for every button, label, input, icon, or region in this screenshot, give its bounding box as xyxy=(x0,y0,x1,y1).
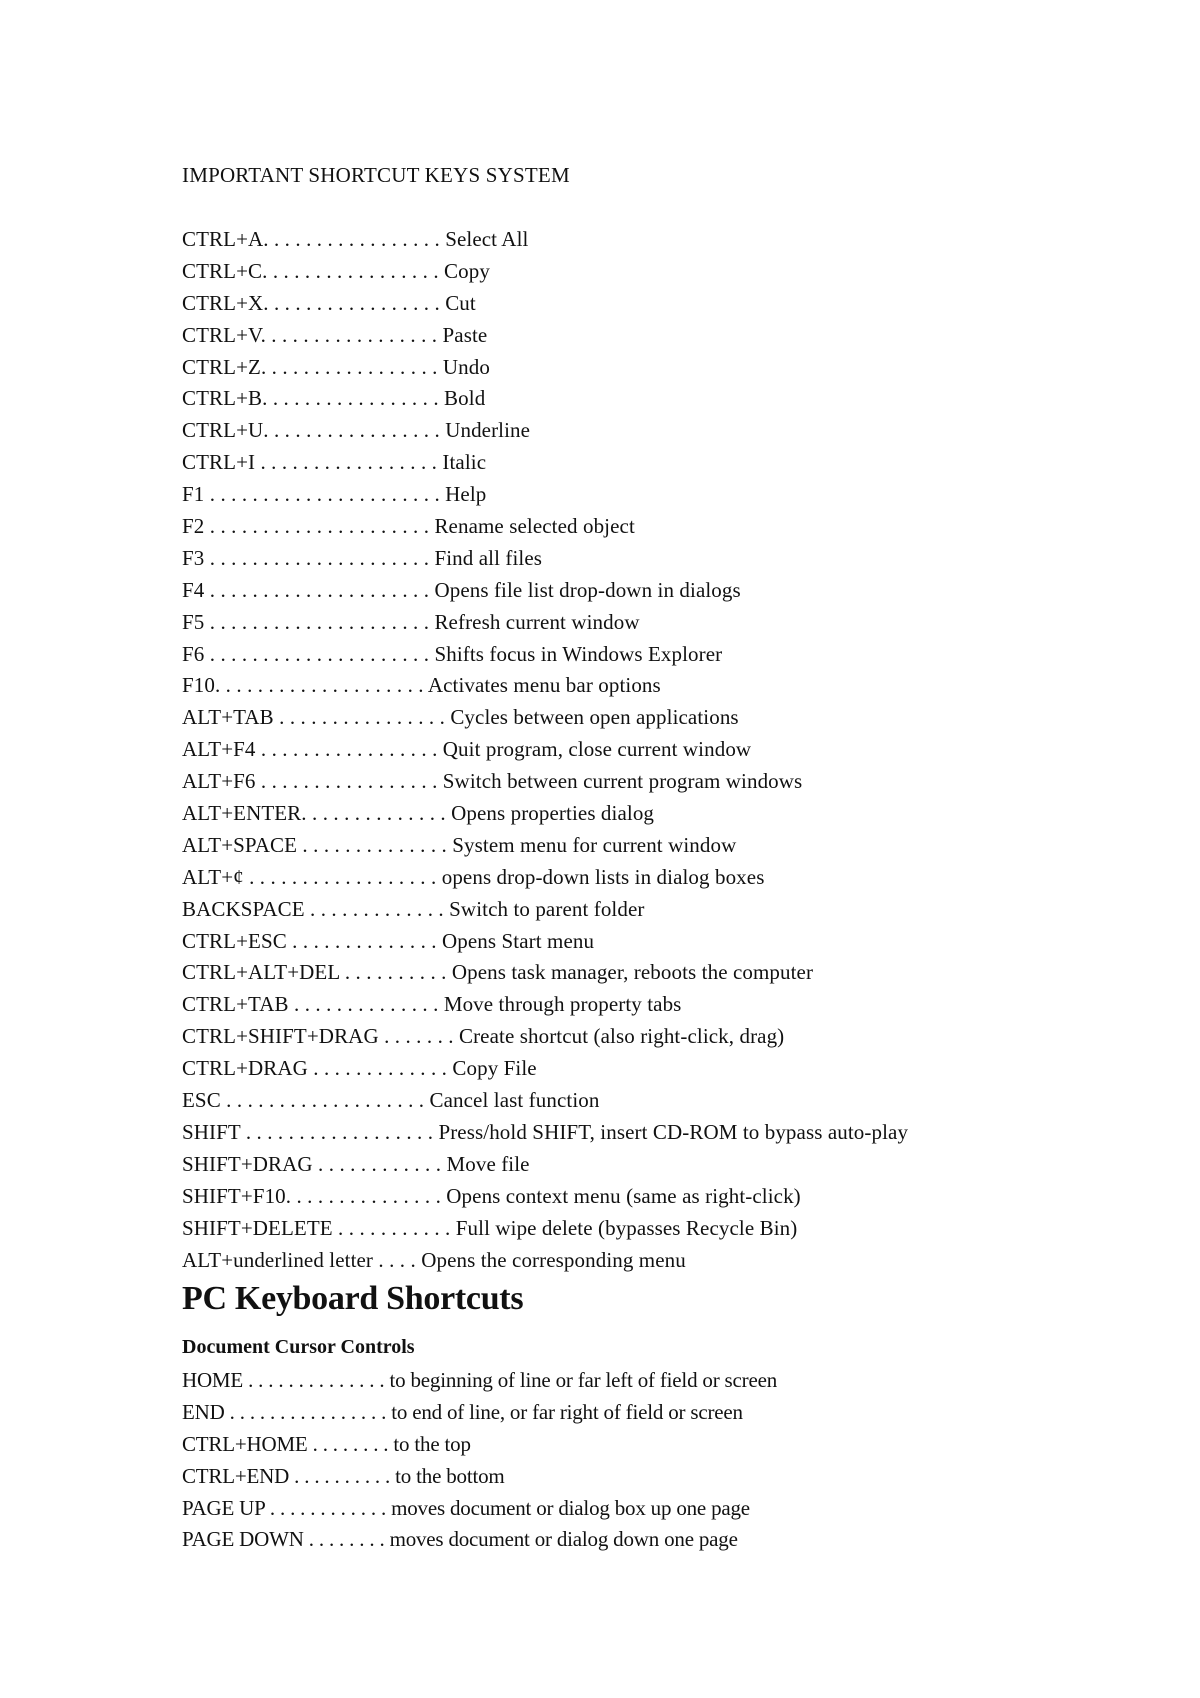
shortcut-key: CTRL+TAB xyxy=(182,992,289,1017)
leader-dots: . . . . . . . . . . . . . . . . . . xyxy=(243,864,437,889)
shortcut-key: CTRL+END xyxy=(182,1463,290,1488)
shortcut-key: F5 xyxy=(182,609,205,634)
shortcut-row xyxy=(182,511,908,543)
shortcut-key: F3 xyxy=(182,545,205,570)
shortcut-row xyxy=(182,256,908,288)
leader-dots: . . . . . . . . xyxy=(307,1431,389,1456)
shortcut-key: CTRL+V xyxy=(182,322,261,347)
shortcut-key: ESC xyxy=(182,1088,221,1113)
shortcut-row xyxy=(182,1181,908,1213)
shortcut-row xyxy=(182,894,908,926)
leader-dots: . . . . . . . . . . . . . . . . . . . . . . xyxy=(204,482,440,507)
shortcut-key: ALT+F4 xyxy=(182,737,256,762)
shortcut-description: to end of line, or far right of field or screen xyxy=(391,1399,743,1424)
shortcut-row xyxy=(182,1053,908,1085)
shortcut-key: ALT+¢ xyxy=(182,864,244,889)
shortcut-key: SHIFT+DRAG xyxy=(182,1151,313,1176)
leader-dots: . . . . . . . . . . . . . . . . . xyxy=(260,322,438,347)
leader-dots: . . . . . . . . . . . . . . . . . xyxy=(255,450,438,475)
shortcut-row xyxy=(182,1397,777,1429)
shortcut-row xyxy=(182,224,908,256)
shortcut-key: CTRL+HOME xyxy=(182,1431,308,1456)
shortcut-description: Opens Start menu xyxy=(442,928,595,953)
leader-dots: . . . . . . . . . . . . . . xyxy=(288,992,439,1017)
shortcut-row xyxy=(182,1117,908,1149)
shortcut-row xyxy=(182,766,908,798)
shortcut-row xyxy=(182,1213,908,1245)
shortcut-row xyxy=(182,989,908,1021)
leader-dots: . . . . . . . . . . . . xyxy=(264,1495,387,1520)
leader-dots: . . . . . . . . . . . . . . . xyxy=(285,1183,441,1208)
shortcut-description: Opens the corresponding menu xyxy=(421,1247,686,1272)
leader-dots: . . . . . . . . . . . . . . xyxy=(297,832,447,857)
shortcut-description: Switch between current program windows xyxy=(442,769,803,794)
shortcut-description: Refresh current window xyxy=(434,609,640,634)
shortcut-description: opens drop-down lists in dialog boxes xyxy=(441,864,765,889)
leader-dots: . . . . . . . . . . . . . . . . . xyxy=(255,737,438,762)
shortcut-row xyxy=(182,352,908,384)
leader-dots: . . . . . . . . . . xyxy=(289,1463,391,1488)
shortcut-row xyxy=(182,734,908,766)
shortcut-row xyxy=(182,447,908,479)
leader-dots: . . . . . . . . . . . . . xyxy=(304,896,444,921)
subsection-heading: Document Cursor Controls xyxy=(182,1336,415,1358)
shortcut-description: Opens task manager, reboots the computer xyxy=(451,960,814,985)
shortcut-description: to the top xyxy=(393,1431,471,1456)
leader-dots: . . . . . . . . . . . . . . . . . xyxy=(255,769,438,794)
shortcut-description: Cycles between open applications xyxy=(450,705,739,730)
shortcut-key: CTRL+ESC xyxy=(182,928,287,953)
leader-dots: . . . . . . . . . . . . . . . . xyxy=(273,705,445,730)
leader-dots: . . . . . . . . . . . . . . . . . . xyxy=(240,1119,434,1144)
shortcut-description: Activates menu bar options xyxy=(427,673,661,698)
shortcut-description: Underline xyxy=(445,418,531,443)
shortcut-description: Quit program, close current window xyxy=(442,737,752,762)
shortcut-row xyxy=(182,1493,777,1525)
leader-dots: . . . . . . . . . . . xyxy=(332,1215,451,1240)
shortcut-row xyxy=(182,830,908,862)
shortcut-row xyxy=(182,798,908,830)
shortcut-row xyxy=(182,479,908,511)
shortcut-description: Opens file list drop-down in dialogs xyxy=(434,577,741,602)
shortcut-key: CTRL+A xyxy=(182,227,264,251)
shortcut-row xyxy=(182,1461,777,1493)
shortcut-description: Select All xyxy=(445,227,529,251)
shortcut-row xyxy=(182,1245,908,1277)
leader-dots: . . . . . . . . . . . . . . . . . . . . . xyxy=(204,641,430,666)
shortcut-description: System menu for current window xyxy=(452,832,737,857)
leader-dots: . . . . . . . . . . . . . . . . . . . . . xyxy=(204,514,430,539)
shortcut-row xyxy=(182,670,908,702)
leader-dots: . . . . . . . . . . xyxy=(339,960,447,985)
leader-dots: . . . . . . . . xyxy=(303,1527,385,1552)
shortcut-description: Undo xyxy=(442,354,490,379)
leader-dots: . . . . . . . . . . . . xyxy=(312,1151,442,1176)
shortcut-key: F10 xyxy=(182,673,215,698)
shortcut-row xyxy=(182,575,908,607)
shortcut-row xyxy=(182,383,908,415)
shortcut-key: HOME xyxy=(182,1368,244,1392)
leader-dots: . . . . . . . xyxy=(378,1024,454,1049)
leader-dots: . . . . . . . . . . . . . . . . . xyxy=(262,386,439,411)
shortcut-key: CTRL+X xyxy=(182,290,264,315)
shortcut-key: ALT+TAB xyxy=(182,705,274,730)
shortcut-description: Opens properties dialog xyxy=(451,801,655,826)
shortcut-description: Copy File xyxy=(452,1056,537,1081)
shortcut-row xyxy=(182,607,908,639)
shortcut-key: SHIFT+F10 xyxy=(182,1183,286,1208)
shortcut-description: to the bottom xyxy=(395,1463,505,1488)
shortcut-key: CTRL+B xyxy=(182,386,263,411)
leader-dots: . . . . . . . . . . . . . . . . . . . . . xyxy=(204,545,430,570)
shortcut-key: CTRL+U xyxy=(182,418,264,443)
shortcut-key: PAGE UP xyxy=(182,1495,265,1520)
shortcut-description: Bold xyxy=(444,386,486,411)
shortcut-key: F2 xyxy=(182,514,205,539)
shortcut-description: Shifts focus in Windows Explorer xyxy=(434,641,723,666)
shortcut-description: Opens context menu (same as right-click) xyxy=(446,1183,801,1208)
shortcut-row xyxy=(182,639,908,671)
leader-dots: . . . . . . . . . . . . . . . . . . . xyxy=(220,1088,425,1113)
shortcut-key: F4 xyxy=(182,577,205,602)
leader-dots: . . . . . . . . . . . . . . . . . . . . . xyxy=(204,577,430,602)
shortcut-row xyxy=(182,543,908,575)
leader-dots: . . . . . . . . . . . . . . . . . . . . . xyxy=(204,609,430,634)
shortcut-description: Move through property tabs xyxy=(443,992,682,1017)
leader-dots: . . . . . . . . . . . . . . . . . xyxy=(263,290,440,315)
shortcut-key: CTRL+I xyxy=(182,450,256,475)
shortcut-description: moves document or dialog down one page xyxy=(389,1527,738,1552)
document-title: IMPORTANT SHORTCUT KEYS SYSTEM xyxy=(182,163,570,187)
shortcut-key: END xyxy=(182,1399,225,1424)
leader-dots: . . . . xyxy=(373,1247,416,1272)
cursor-controls-list xyxy=(182,1365,777,1556)
leader-dots: . . . . . . . . . . . . . . . . . xyxy=(263,227,440,251)
shortcut-description: Copy xyxy=(444,258,490,283)
shortcut-row xyxy=(182,862,908,894)
shortcut-key: BACKSPACE xyxy=(182,896,305,921)
shortcut-key: CTRL+C xyxy=(182,258,263,283)
leader-dots: . . . . . . . . . . . . . . . . xyxy=(224,1399,387,1424)
shortcut-key: SHIFT xyxy=(182,1119,241,1144)
shortcut-row xyxy=(182,1085,908,1117)
leader-dots: . . . . . . . . . . . . . . xyxy=(286,928,437,953)
shortcut-description: Find all files xyxy=(434,545,543,570)
shortcut-description: Cut xyxy=(445,290,476,315)
shortcut-description: Full wipe delete (bypasses Recycle Bin) xyxy=(455,1215,798,1240)
shortcut-description: Move file xyxy=(446,1151,530,1176)
shortcut-description: Rename selected object xyxy=(434,514,635,539)
leader-dots: . . . . . . . . . . . . . . . . . . . . xyxy=(214,673,424,698)
shortcut-row xyxy=(182,415,908,447)
shortcut-row xyxy=(182,957,908,989)
shortcut-description: to beginning of line or far left of field or screen xyxy=(389,1368,777,1392)
shortcut-row xyxy=(182,926,908,958)
shortcut-description: Cancel last function xyxy=(429,1088,600,1113)
shortcut-description: Switch to parent folder xyxy=(449,896,645,921)
shortcut-key: PAGE DOWN xyxy=(182,1527,304,1552)
shortcut-key: CTRL+SHIFT+DRAG xyxy=(182,1024,379,1049)
shortcut-key: ALT+F6 xyxy=(182,769,256,794)
shortcut-key: CTRL+Z xyxy=(182,354,261,379)
shortcut-description: Paste xyxy=(442,322,488,347)
shortcut-description: Press/hold SHIFT, insert CD-ROM to bypass auto-play xyxy=(438,1119,909,1144)
leader-dots: . . . . . . . . . . . . . . . . . xyxy=(263,418,440,443)
shortcut-description: Help xyxy=(445,482,487,507)
shortcut-row xyxy=(182,320,908,352)
shortcut-key: CTRL+ALT+DEL xyxy=(182,960,340,985)
shortcut-key: SHIFT+DELETE xyxy=(182,1215,333,1240)
shortcut-key: CTRL+DRAG xyxy=(182,1056,308,1081)
shortcut-row xyxy=(182,1021,908,1053)
shortcut-key: F6 xyxy=(182,641,205,666)
shortcut-description: Italic xyxy=(442,450,487,475)
shortcut-row xyxy=(182,288,908,320)
leader-dots: . . . . . . . . . . . . . . xyxy=(243,1368,385,1392)
shortcut-row xyxy=(182,1365,777,1397)
shortcut-description: moves document or dialog box up one page xyxy=(391,1495,750,1520)
shortcut-row xyxy=(182,702,908,734)
leader-dots: . . . . . . . . . . . . . . xyxy=(301,801,446,826)
shortcut-row xyxy=(182,1149,908,1181)
shortcut-key: ALT+SPACE xyxy=(182,832,298,857)
shortcut-row xyxy=(182,1524,777,1556)
shortcut-key: ALT+ENTER xyxy=(182,801,302,826)
shortcut-row xyxy=(182,1429,777,1461)
shortcut-list xyxy=(182,224,908,1276)
section-heading: PC Keyboard Shortcuts xyxy=(182,1280,524,1317)
shortcut-key: F1 xyxy=(182,482,205,507)
leader-dots: . . . . . . . . . . . . . xyxy=(307,1056,448,1081)
shortcut-key: ALT+underlined letter xyxy=(182,1247,374,1272)
leader-dots: . . . . . . . . . . . . . . . . . xyxy=(262,258,439,283)
leader-dots: . . . . . . . . . . . . . . . . . xyxy=(260,354,438,379)
shortcut-description: Create shortcut (also right-click, drag) xyxy=(458,1024,785,1049)
